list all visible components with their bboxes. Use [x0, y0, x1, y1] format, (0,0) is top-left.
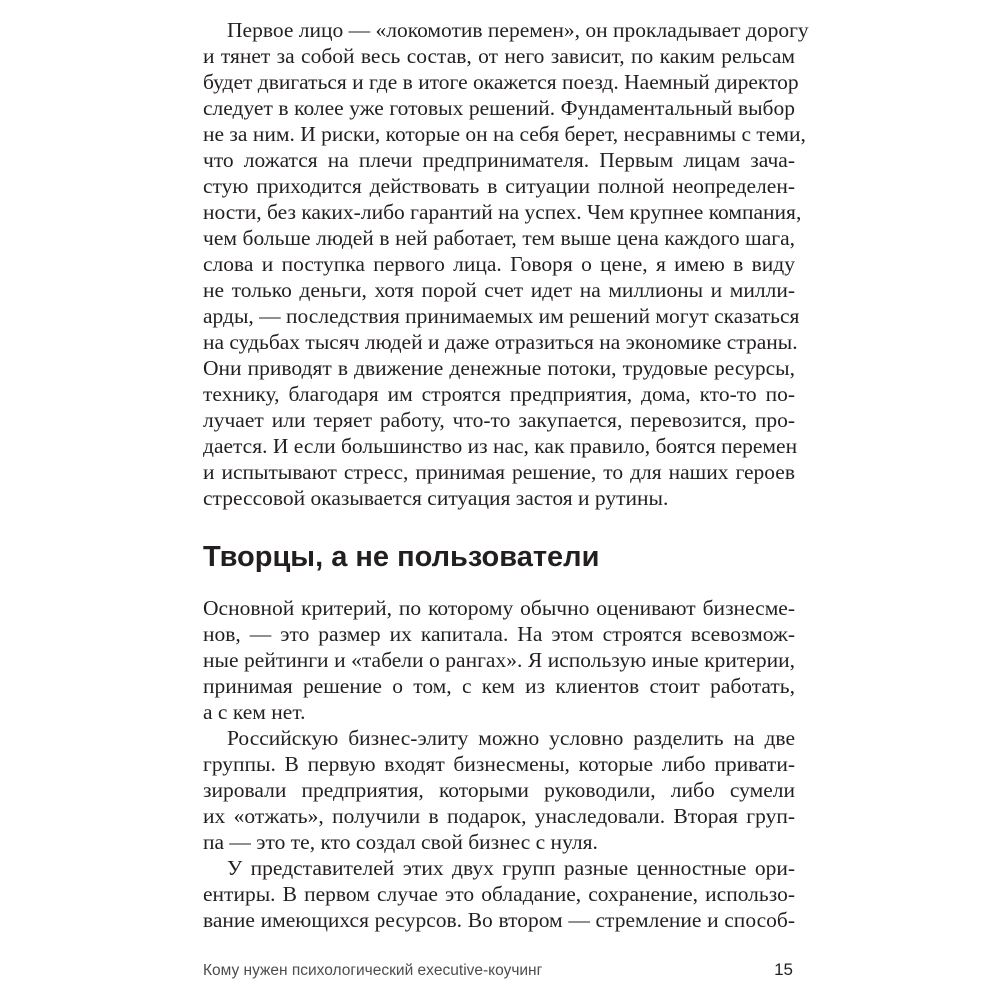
paragraph-line: арды, — последствия принимаемых им решений могут сказаться [203, 304, 800, 328]
paragraph-line: следует в колее уже готовых решений. Фундаментальный выбор [203, 96, 795, 120]
paragraph-line: чем больше людей в ней работает, тем выше цена каждого шага, [203, 226, 795, 250]
paragraph-line: принимая решение о том, с кем из клиентов стоит работать, [203, 674, 795, 698]
paragraph-line: что ложатся на плечи предпринимателя. Первым лицам зача- [203, 148, 795, 172]
paragraph-line: Основной критерий, по которому обычно оценивают бизнесме- [203, 596, 795, 620]
paragraph-line: слова и поступка первого лица. Говоря о цене, я имею в виду [203, 252, 795, 276]
running-footer-title: Кому нужен психологический executive-коучинг [203, 962, 543, 979]
paragraph-line: лучает или теряет работу, что-то закупается, перевозится, про- [203, 408, 795, 432]
paragraph-line: на судьбах тысяч людей и даже отразиться на экономике страны. [203, 330, 798, 354]
paragraph-line: ности, без каких-либо гарантий на успех. Чем крупнее компания, [203, 200, 802, 224]
paragraph-line: и тянет за собой весь состав, от него зависит, по каким рельсам [203, 44, 795, 68]
page-number: 15 [774, 960, 793, 979]
paragraph-line: ные рейтинги и «табели о рангах». Я использую иные критерии, [203, 648, 795, 672]
paragraph-line: не за ним. И риски, которые он на себя берет, несравнимы с теми, [203, 122, 806, 146]
paragraph-line: нов, — это размер их капитала. На этом строятся всевозмож- [203, 622, 795, 646]
paragraph-line: и испытывают стресс, принимая решение, то для наших героев [203, 460, 795, 484]
paragraph-line: стую приходится действовать в ситуации полной неопределен- [203, 174, 795, 198]
paragraph-line: зировали предприятия, которыми руководили, либо сумели [203, 778, 795, 802]
paragraph-line: не только деньги, хотя порой счет идет на миллионы и милли- [203, 278, 795, 302]
paragraph-line: па — это те, кто создал свой бизнес с нуля. [203, 830, 598, 854]
paragraph-line: технику, благодаря им строятся предприятия, дома, кто-то по- [203, 382, 795, 406]
paragraph-line: стрессовой оказывается ситуация застоя и рутины. [203, 486, 669, 510]
paragraph-line: а с кем нет. [203, 700, 306, 724]
paragraph-line: Первое лицо — «локомотив перемен», он прокладывает дорогу [227, 18, 809, 42]
paragraph-line: вание имеющихся ресурсов. Во втором — стремление и способ- [203, 908, 795, 932]
paragraph-line: их «отжать», получили в подарок, унаследовали. Вторая груп- [203, 804, 795, 828]
paragraph-line: Они приводят в движение денежные потоки, трудовые ресурсы, [203, 356, 795, 380]
section-heading: Творцы, а не пользователи [203, 541, 600, 573]
paragraph-line: будет двигаться и где в итоге окажется поезд. Наемный директор [203, 70, 799, 94]
paragraph-line: У представителей этих двух групп разные ценностные ори- [227, 856, 795, 880]
paragraph-line: ентиры. В первом случае это обладание, сохранение, использо- [203, 882, 795, 906]
paragraph-line: группы. В первую входят бизнесмены, которые либо привати- [203, 752, 795, 776]
paragraph-line: дается. И если большинство из нас, как правило, боятся перемен [203, 434, 798, 458]
paragraph-line: Российскую бизнес-элиту можно условно разделить на две [227, 726, 795, 750]
